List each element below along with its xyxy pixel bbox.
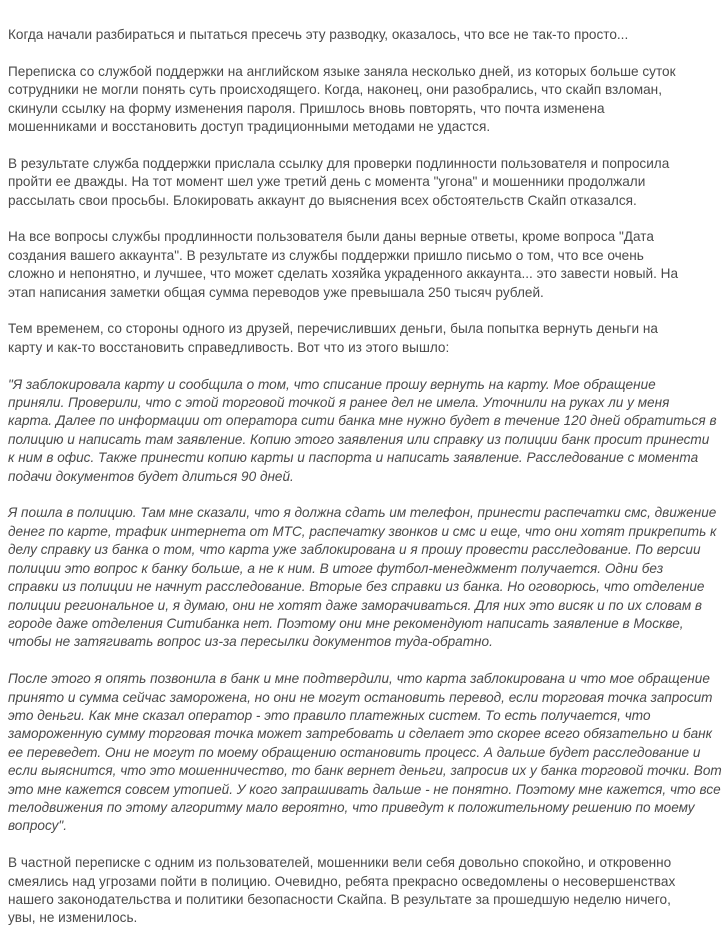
quote-paragraph [8,670,727,836]
text-line: После этого я опять позвонила в банк и мне подтвердили, что карта заблокирована и что мое обращение [8,671,710,687]
paragraph [8,228,727,302]
text-line: полиции региональное и, я думаю, они не хотят даже заморачиваться. Для них это висяк и по их словам в [8,597,703,613]
text-line: нашего законодательства и политики безопасности Скайпа. В результате за прошедшую неделю ничего, [8,891,671,907]
text-line: справки из полиции не начнут расследование. Вторые без справки из банка. Но оговорюсь, что отделение [8,579,705,595]
text-line: денег по карте, трафик интернета от МТС, распечатку звонков и смс и еще, что они хотят прикрепить к [8,523,717,539]
text-line: подачи документов будет длиться 90 дней. [8,468,294,484]
text-line: это мне кажется совсем утопией. У кого запрашивать дальше - не понятно. Поэтому мне кажется, что все [8,781,721,797]
text-line: если выяснится, что это мошенничество, то банк вернет деньги, запросив их у банка торговой точки. Вот [8,763,722,779]
text-line: Я пошла в полицию. Там мне сказали, что я должна сдать им телефон, принести распечатки смс, движение [8,505,717,521]
paragraph [8,320,727,357]
quote-paragraph [8,504,727,651]
text-line: В частной переписке с одним из пользователей, мошенники вели себя довольно спокойно, и откровенно [8,855,672,871]
paragraph [8,155,727,210]
text-line: принято и сумма сейчас заморожена, но они не могут остановить перевод, если торговая точка запросит [8,689,713,705]
text-line: сотрудники не могли понять суть происходящего. Когда, наконец, они разобрались, что скайп взломан, [8,82,662,98]
paragraph [8,854,727,928]
text-line: этап написания заметки общая сумма переводов уже превышала 250 тысяч рублей. [8,284,544,300]
text-line: В результате служба поддержки прислала ссылку для проверки подлинности пользователя и попросила [8,155,670,171]
text-line: вопросу". [8,818,68,834]
text-line: ее переведет. Они не могут по моему обращению остановить процесс. А дальше будет расследование и [8,744,701,760]
text-line: к ним в офис. Также принести копию карты и паспорта и написать заявление. Расследование с момента [8,450,699,466]
paragraph [8,26,727,44]
text-line: полицию и написать там заявление. Копию этого заявления или справку из полиции банк просит принести [8,431,710,447]
text-line: пройти ее дважды. На тот момент шел уже третий день с момента "угона" и мошенники продолжали [8,174,646,190]
text-line: мошенниками и восстановить доступ традиционными методами не удастся. [8,119,491,135]
text-line: приняли. Проверили, что с этой торговой точкой я ранее дел не имела. Уточнили на руках ли у меня [8,395,670,411]
text-line: полиции это вопрос к банку больше, а не к ним. В итоге футбол-менеджмент получается. Одни без [8,560,664,576]
text-line: скинули ссылку на форму изменения пароля. Пришлось вновь повторять, что почта изменена [8,100,605,116]
text-line: городе даже отделения Ситибанка нет. Поэтому они мне рекомендуют написать заявление в Москве, [8,615,684,631]
paragraph [8,63,727,137]
text-line: карта. Далее по информации от оператора сити банка мне нужно будет в течение 120 дней обратиться в [8,413,717,429]
text-line: Тем временем, со стороны одного из друзей, перечисливших деньги, была попытка вернуть деньги на [8,321,658,337]
text-line: Когда начали разбираться и пытаться пресечь эту разводку, оказалось, что все не так-то просто... [8,27,629,42]
quote-paragraph [8,376,727,486]
text-line: чтобы не затягивать вопрос из-за пересылки документов туда-обратно. [8,634,493,650]
text-line: "Я заблокировала карту и сообщила о том, что списание прошу вернуть на карту. Мое обращение [8,376,656,392]
text-line: замороженную сумму торговая точка может затребовать и сделает это скорее всего обязательно и банк [8,726,713,742]
text-line: сложно и непонятно, и лучшее, что может сделать хозяйка украденного аккаунта... это завести новый. На [8,266,679,282]
text-line: создания вашего аккаунта". В результате из службы поддержки пришло письмо о том, что все очень [8,247,644,263]
text-line: карту и как-то восстановить справедливость. Вот что из этого вышло: [8,339,450,355]
text-line: рассылать свои просьбы. Блокировать аккаунт до выяснения всех обстоятельств Скайп отказался. [8,192,637,208]
text-line: делу справку из банка о том, что карта уже заблокирована и я прошу провести расследование. По версии [8,542,701,558]
text-line: На все вопросы службы продлинности пользователя были даны верные ответы, кроме вопроса "Дата [8,229,654,245]
text-line: увы, не изменилось. [8,910,138,926]
text-line: Переписка со службой поддержки на английском языке заняла несколько дней, из которых больше суток [8,63,676,79]
text-line: это деньги. Как мне сказал оператор - это правило платежных систем. То есть получается, что [8,707,651,723]
text-line: смеялись над угрозами пойти в полицию. Очевидно, ребята прекрасно осведомлены о несовершенствах [8,873,676,889]
text-line: телодвижения по этому алгоритму мало вероятно, что приведут к положительному решению по моему [8,799,695,815]
